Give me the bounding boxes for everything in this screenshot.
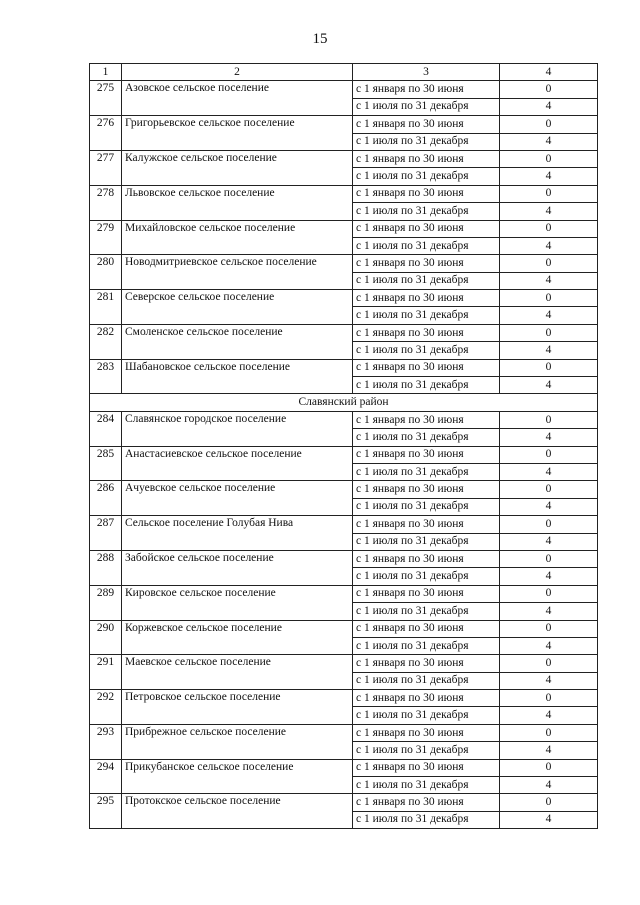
value-first-half: 0 [500,759,598,776]
table-row [90,620,598,637]
period-second-half: с 1 июля по 31 декабря [353,307,500,324]
row-number: 288 [90,550,122,585]
settlement-name: Прикубанское сельское поселение [122,759,353,794]
period-first-half: с 1 января по 30 июня [353,620,500,637]
period-first-half: с 1 января по 30 июня [353,255,500,272]
value-second-half: 4 [500,637,598,654]
value-first-half: 0 [500,185,598,202]
period-first-half: с 1 января по 30 июня [353,324,500,341]
settlement-name: Сельское поселение Голубая Нива [122,516,353,551]
period-first-half: с 1 января по 30 июня [353,550,500,567]
period-second-half: с 1 июля по 31 декабря [353,133,500,150]
settlement-name: Михайловское сельское поселение [122,220,353,255]
period-second-half: с 1 июля по 31 декабря [353,98,500,115]
period-first-half: с 1 января по 30 июня [353,655,500,672]
period-second-half: с 1 июля по 31 декабря [353,603,500,620]
row-number: 275 [90,81,122,116]
period-first-half: с 1 января по 30 июня [353,290,500,307]
settlement-name: Калужское сельское поселение [122,150,353,185]
value-second-half: 4 [500,98,598,115]
period-second-half: с 1 июля по 31 декабря [353,463,500,480]
value-first-half: 0 [500,794,598,811]
settlements-table [89,63,598,829]
table-row [90,724,598,741]
row-number: 278 [90,185,122,220]
value-first-half: 0 [500,585,598,602]
period-first-half: с 1 января по 30 июня [353,516,500,533]
period-second-half: с 1 июля по 31 декабря [353,742,500,759]
settlement-name: Прибрежное сельское поселение [122,724,353,759]
value-first-half: 0 [500,220,598,237]
row-number: 284 [90,411,122,446]
settlement-name: Коржевское сельское поселение [122,620,353,655]
period-first-half: с 1 января по 30 июня [353,585,500,602]
row-number: 277 [90,150,122,185]
header-cell-1: 1 [90,64,122,81]
row-number: 280 [90,255,122,290]
settlement-name: Северское сельское поселение [122,290,353,325]
table-row [90,690,598,707]
settlement-name: Азовское сельское поселение [122,81,353,116]
value-second-half: 4 [500,168,598,185]
value-second-half: 4 [500,272,598,289]
value-first-half: 0 [500,255,598,272]
settlement-name: Маевское сельское поселение [122,655,353,690]
row-number: 293 [90,724,122,759]
value-first-half: 0 [500,690,598,707]
table-row [90,585,598,602]
table-row [90,446,598,463]
period-second-half: с 1 июля по 31 декабря [353,568,500,585]
value-first-half: 0 [500,290,598,307]
value-first-half: 0 [500,81,598,98]
table-row [90,655,598,672]
row-number: 279 [90,220,122,255]
table-row [90,81,598,98]
period-second-half: с 1 июля по 31 декабря [353,533,500,550]
row-number: 291 [90,655,122,690]
value-second-half: 4 [500,707,598,724]
period-second-half: с 1 июля по 31 декабря [353,672,500,689]
row-number: 294 [90,759,122,794]
settlement-name: Кировское сельское поселение [122,585,353,620]
table-row [90,759,598,776]
value-first-half: 0 [500,150,598,167]
period-second-half: с 1 июля по 31 декабря [353,777,500,794]
settlement-name: Забойское сельское поселение [122,550,353,585]
row-number: 286 [90,481,122,516]
value-first-half: 0 [500,620,598,637]
value-first-half: 0 [500,359,598,376]
row-number: 292 [90,690,122,725]
header-cell-3: 3 [353,64,500,81]
period-second-half: с 1 июля по 31 декабря [353,203,500,220]
value-second-half: 4 [500,463,598,480]
period-first-half: с 1 января по 30 июня [353,759,500,776]
page-number: 15 [312,31,328,47]
period-first-half: с 1 января по 30 июня [353,81,500,98]
row-number: 289 [90,585,122,620]
value-second-half: 4 [500,672,598,689]
value-second-half: 4 [500,237,598,254]
period-first-half: с 1 января по 30 июня [353,794,500,811]
table-body [90,64,598,829]
settlement-name: Новодмитриевское сельское поселение [122,255,353,290]
period-first-half: с 1 января по 30 июня [353,116,500,133]
period-second-half: с 1 июля по 31 декабря [353,272,500,289]
period-second-half: с 1 июля по 31 декабря [353,377,500,394]
value-second-half: 4 [500,133,598,150]
period-second-half: с 1 июля по 31 декабря [353,237,500,254]
value-first-half: 0 [500,516,598,533]
settlement-name: Львовское сельское поселение [122,185,353,220]
value-first-half: 0 [500,724,598,741]
settlement-name: Петровское сельское поселение [122,690,353,725]
value-second-half: 4 [500,377,598,394]
value-first-half: 0 [500,116,598,133]
value-first-half: 0 [500,446,598,463]
value-second-half: 4 [500,603,598,620]
value-second-half: 4 [500,203,598,220]
row-number: 276 [90,116,122,151]
row-number: 287 [90,516,122,551]
value-second-half: 4 [500,307,598,324]
period-second-half: с 1 июля по 31 декабря [353,342,500,359]
table-row [90,290,598,307]
period-second-half: с 1 июля по 31 декабря [353,707,500,724]
table-row [90,481,598,498]
settlement-name: Григорьевское сельское поселение [122,116,353,151]
row-number: 285 [90,446,122,481]
settlement-name: Протокское сельское поселение [122,794,353,829]
table-row [90,255,598,272]
value-second-half: 4 [500,742,598,759]
value-second-half: 4 [500,342,598,359]
value-first-half: 0 [500,655,598,672]
row-number: 290 [90,620,122,655]
table-header-row [90,64,598,81]
period-first-half: с 1 января по 30 июня [353,481,500,498]
period-first-half: с 1 января по 30 июня [353,690,500,707]
period-first-half: с 1 января по 30 июня [353,724,500,741]
value-second-half: 4 [500,533,598,550]
value-second-half: 4 [500,429,598,446]
header-cell-2: 2 [122,64,353,81]
table-row [90,116,598,133]
period-first-half: с 1 января по 30 июня [353,185,500,202]
value-first-half: 0 [500,324,598,341]
period-second-half: с 1 июля по 31 декабря [353,811,500,828]
value-first-half: 0 [500,550,598,567]
row-number: 282 [90,324,122,359]
period-second-half: с 1 июля по 31 декабря [353,168,500,185]
table-row [90,185,598,202]
period-first-half: с 1 января по 30 июня [353,446,500,463]
settlement-name: Ачуевское сельское поселение [122,481,353,516]
district-row [90,394,598,411]
period-second-half: с 1 июля по 31 декабря [353,637,500,654]
table-row [90,550,598,567]
period-second-half: с 1 июля по 31 декабря [353,429,500,446]
row-number: 283 [90,359,122,394]
period-first-half: с 1 января по 30 июня [353,220,500,237]
table-row [90,359,598,376]
row-number: 295 [90,794,122,829]
table-row [90,220,598,237]
period-first-half: с 1 января по 30 июня [353,359,500,376]
row-number: 281 [90,290,122,325]
value-first-half: 0 [500,481,598,498]
value-second-half: 4 [500,568,598,585]
table-row [90,516,598,533]
settlement-name: Славянское городское поселение [122,411,353,446]
period-first-half: с 1 января по 30 июня [353,150,500,167]
settlement-name: Смоленское сельское поселение [122,324,353,359]
settlement-name: Шабановское сельское поселение [122,359,353,394]
table-row [90,150,598,167]
table-row [90,324,598,341]
header-cell-4: 4 [500,64,598,81]
district-name: Славянский район [90,394,598,411]
value-second-half: 4 [500,777,598,794]
period-second-half: с 1 июля по 31 декабря [353,498,500,515]
period-first-half: с 1 января по 30 июня [353,411,500,428]
table-row [90,411,598,428]
settlement-name: Анастасиевское сельское поселение [122,446,353,481]
value-second-half: 4 [500,498,598,515]
value-first-half: 0 [500,411,598,428]
value-second-half: 4 [500,811,598,828]
table-row [90,794,598,811]
